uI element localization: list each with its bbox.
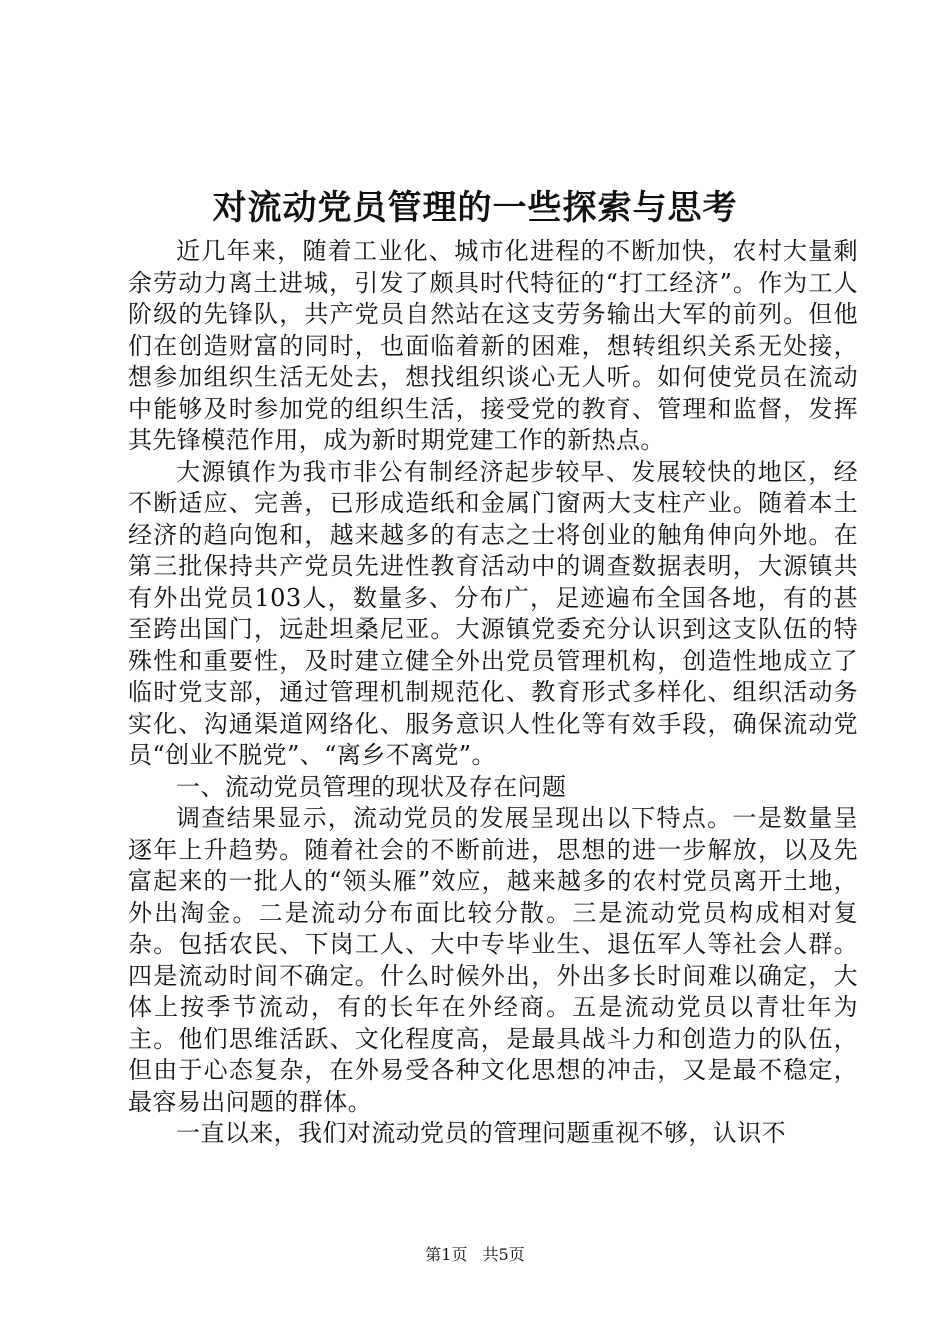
page-total: 共5页 (482, 1245, 525, 1264)
page-footer (0, 1244, 950, 1266)
page-number: 第1页 (425, 1245, 468, 1264)
paragraph-intro: 近几年来，随着工业化、城市化进程的不断加快，农村大量剩余劳动力离土进城，引发了颇具时代特征的“打工经济”。作为工人阶级的先锋队，共产党员自然站在这支劳务输出大军的前列。但他们在创造财富的同时，也面临着新的困难，想转组织关系无处接，想参加组织生活无处去，想找组织谈心无人听。如何使党员在流动中能够及时参加党的组织生活，接受党的教育、管理和监督，发挥其先锋模范作用，成为新时期党建工作的新热点。 (128, 237, 858, 454)
paragraph-dayuan-town: 大源镇作为我市非公有制经济起步较早、发展较快的地区，经不断适应、完善，已形成造纸和金属门窗两大支柱产业。随着本土经济的趋向饱和，越来越多的有志之士将创业的触角伸向外地。在第三批保持共产党员先进性教育活动中的调查数据表明，大源镇共有外出党员103人，数量多、分布广，足迹遍布全国各地，有的甚至跨出国门，远赴坦桑尼亚。大源镇党委充分认识到这支队伍的特殊性和重要性，及时建立健全外出党员管理机构，创造性地成立了临时党支部，通过管理机制规范化、教育形式多样化、组织活动务实化、沟通渠道网络化、服务意识人性化等有效手段，确保流动党员“创业不脱党”、“离乡不离党”。 (128, 457, 858, 769)
document-title: 对流动党员管理的一些探索与思考 (212, 188, 738, 228)
paragraph-survey-results: 调查结果显示，流动党员的发展呈现出以下特点。一是数量呈逐年上升趋势。随着社会的不断前进，思想的进一步解放，以及先富起来的一批人的“领头雁”效应，越来越多的农村党员离开土地，外出淘金。二是流动分布面比较分散。三是流动党员构成相对复杂。包括农民、下岗工人、大中专毕业生、退伍军人等社会人群。四是流动时间不确定。什么时候外出，外出多长时间难以确定，大体上按季节流动，有的长年在外经商。五是流动党员以青壮年为主。他们思维活跃、文化程度高，是最具战斗力和创造力的队伍，但由于心态复杂，在外易受各种文化思想的冲击，又是最不稳定，最容易出问题的群体。 (128, 804, 858, 1116)
section-heading-1: 一、流动党员管理的现状及存在问题 (176, 772, 567, 801)
document-body (128, 236, 858, 1150)
paragraph-continued: 一直以来，我们对流动党员的管理问题重视不够，认识不 (176, 1119, 786, 1147)
